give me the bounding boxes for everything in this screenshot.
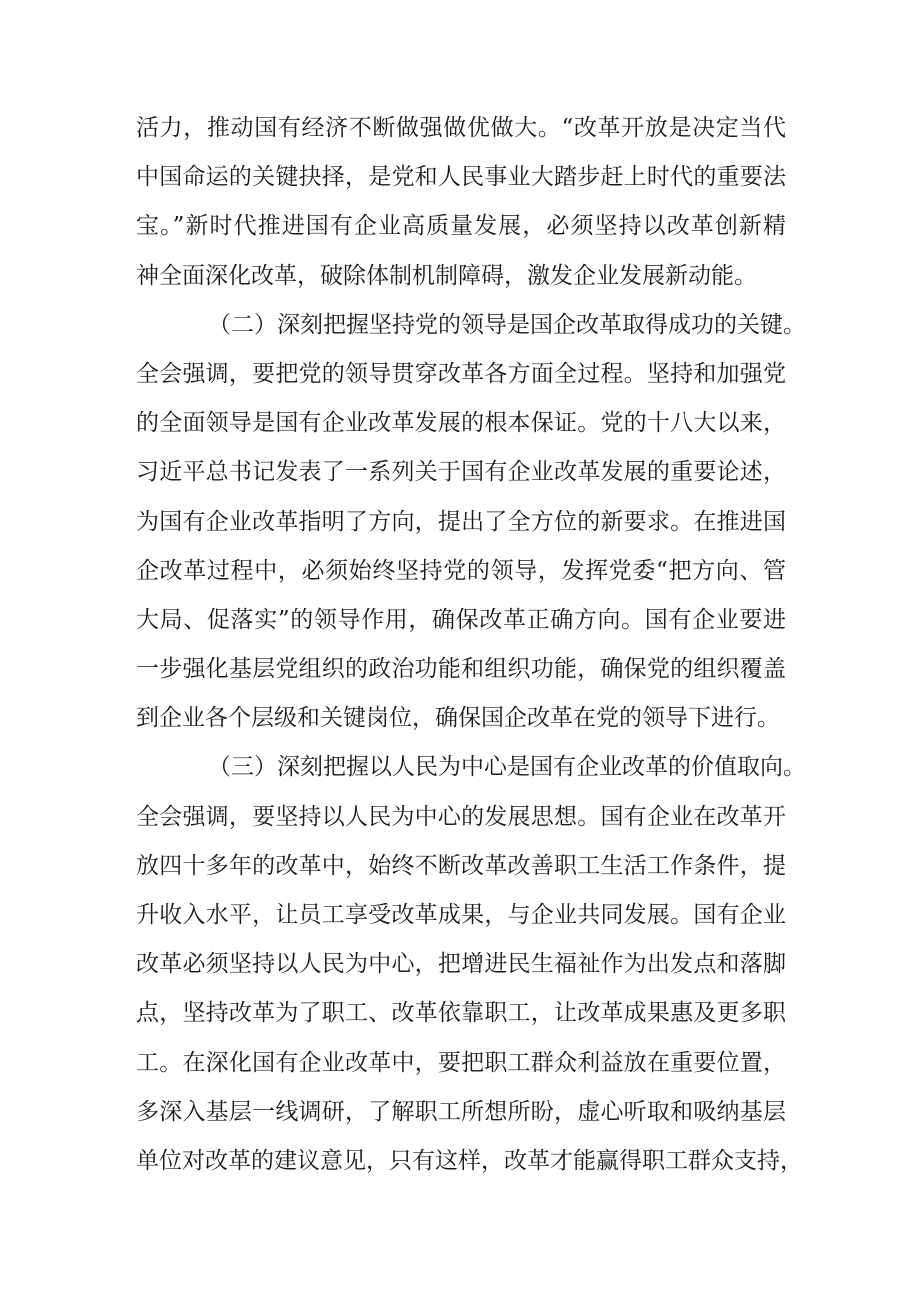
text-line: 单位对改革的建议意见，只有这样，改革才能赢得职工群众支持， bbox=[136, 1147, 803, 1174]
text-line: 的全面领导是国有企业改革发展的根本保证。党的十八大以来， bbox=[136, 410, 786, 437]
text-line: 为国有企业改革指明了方向，提出了全方位的新要求。在推进国 bbox=[136, 508, 786, 535]
text-line: 到企业各个层级和关键岗位，确保国企改革在党的领导下进行。 bbox=[136, 705, 780, 732]
text-line: 改革必须坚持以人民为中心，把增进民生福祉作为出发点和落脚 bbox=[136, 951, 786, 978]
text-line: 升收入水平，让员工享受改革成果，与企业共同发展。国有企业 bbox=[136, 902, 786, 928]
text-line: 活力，推动国有经济不断做强做优做大。“改革开放是决定当代 bbox=[136, 115, 786, 141]
text-line: 点，坚持改革为了职工、改革依靠职工，让改革成果惠及更多职 bbox=[136, 1000, 786, 1027]
text-line: 大局、促落实”的领导作用，确保改革正确方向。国有企业要进 bbox=[136, 606, 786, 633]
section-heading-2: （二）深刻把握坚持党的领导是国企改革取得成功的关键。 bbox=[208, 311, 806, 338]
text-line: 全会强调，要坚持以人民为中心的发展思想。国有企业在改革开 bbox=[136, 803, 786, 830]
text-line: 全会强调，要把党的领导贯穿改革各方面全过程。坚持和加强党 bbox=[136, 360, 786, 387]
section-heading-3: （三）深刻把握以人民为中心是国有企业改革的价值取向。 bbox=[208, 754, 806, 781]
text-line: 宝。”新时代推进国有企业高质量发展，必须坚持以改革创新精 bbox=[136, 213, 786, 240]
text-line: 企改革过程中，必须始终坚持党的领导，发挥党委“把方向、管 bbox=[136, 557, 786, 584]
text-line: 神全面深化改革，破除体制机制障碍，激发企业发展新动能。 bbox=[136, 262, 757, 289]
text-line: 多深入基层一线调研，了解职工所想所盼，虚心听取和吸纳基层 bbox=[136, 1098, 786, 1125]
text-line: 一步强化基层党组织的政治功能和组织功能，确保党的组织覆盖 bbox=[136, 656, 786, 683]
body-text bbox=[136, 104, 806, 1186]
text-line: 放四十多年的改革中，始终不断改革改善职工生活工作条件，提 bbox=[136, 852, 786, 879]
text-line: 习近平总书记发表了一系列关于国有企业改革发展的重要论述， bbox=[136, 459, 786, 486]
text-line: 工。在深化国有企业改革中，要把职工群众利益放在重要位置， bbox=[136, 1049, 786, 1076]
text-line: 中国命运的关键抉择，是党和人民事业大踏步赶上时代的重要法 bbox=[136, 164, 786, 191]
